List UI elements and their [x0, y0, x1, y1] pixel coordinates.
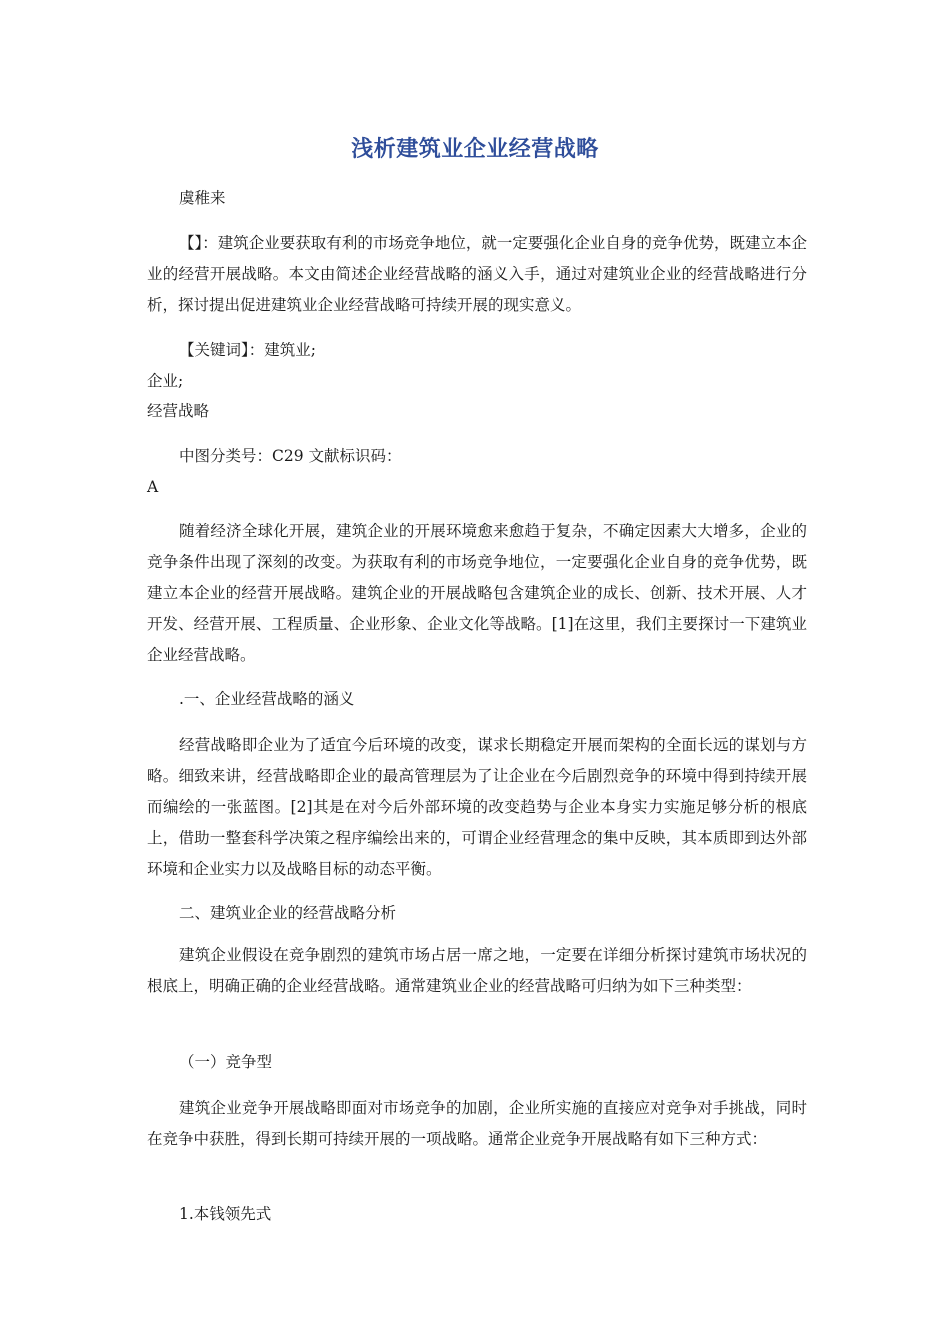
subsection-1-heading: （一）竞争型	[179, 1053, 273, 1071]
abstract-paragraph: 【】：建筑企业要获取有利的市场竞争地位，就一定要强化企业自身的竞争优势，既建立本企业的经营开展战略。本文由简述企业经营战略的涵义入手，通过对建筑业企业的经营战略进行分析，探讨提出促进建筑业企业经营战略可持续开展的现实意义。	[147, 234, 807, 314]
keywords-line: 【关键词】：建筑业;	[179, 341, 316, 359]
item-1-heading: 1.本钱领先式	[179, 1205, 272, 1223]
author-name: 虞稚来	[179, 189, 226, 207]
keyword-strategy: 经营战略	[147, 402, 210, 420]
section-1-paragraph: 经营战略即企业为了适宜今后环境的改变，谋求长期稳定开展而架构的全面长远的谋划与方略。细致来讲，经营战略即企业的最高管理层为了让企业在今后剧烈竞争的环境中得到持续开展而编绘的一张蓝图。[2]其是在对今后外部环境的改变趋势与企业本身实力实施足够分析的根底上，借助一整套科学决策之程序编绘出来的，可谓企业经营理念的集中反映，其本质即到达外部环境和企业实力以及战略目标的动态平衡。	[147, 736, 807, 878]
intro-paragraph: 随着经济全球化开展，建筑企业的开展环境愈来愈趋于复杂，不确定因素大大增多，企业的竞争条件出现了深刻的改变。为获取有利的市场竞争地位，一定要强化企业自身的竞争优势，既建立本企业的经营开展战略。建筑企业的开展战略包含建筑企业的成长、创新、技术开展、人才开发、经营开展、工程质量、企业形象、企业文化等战略。[1]在这里，我们主要探讨一下建筑业企业经营战略。	[147, 522, 807, 664]
document-code: A	[147, 478, 159, 496]
section-2-paragraph: 建筑企业假设在竞争剧烈的建筑市场占居一席之地，一定要在详细分析探讨建筑市场状况的根底上，明确正确的企业经营战略。通常建筑业企业的经营战略可归纳为如下三种类型：	[147, 946, 807, 995]
section-2-heading: 二、建筑业企业的经营战略分析	[179, 904, 397, 922]
keyword-enterprise: 企业;	[147, 372, 184, 390]
section-1-heading: .一、企业经营战略的涵义	[179, 690, 355, 708]
document-title: 浅析建筑业企业经营战略	[351, 137, 599, 162]
subsection-1-paragraph: 建筑企业竞争开展战略即面对市场竞争的加剧，企业所实施的直接应对竞争对手挑战，同时在竞争中获胜，得到长期可持续开展的一项战略。通常企业竞争开展战略有如下三种方式：	[147, 1099, 807, 1148]
classification-line: 中图分类号：C29 文献标识码：	[179, 447, 402, 465]
